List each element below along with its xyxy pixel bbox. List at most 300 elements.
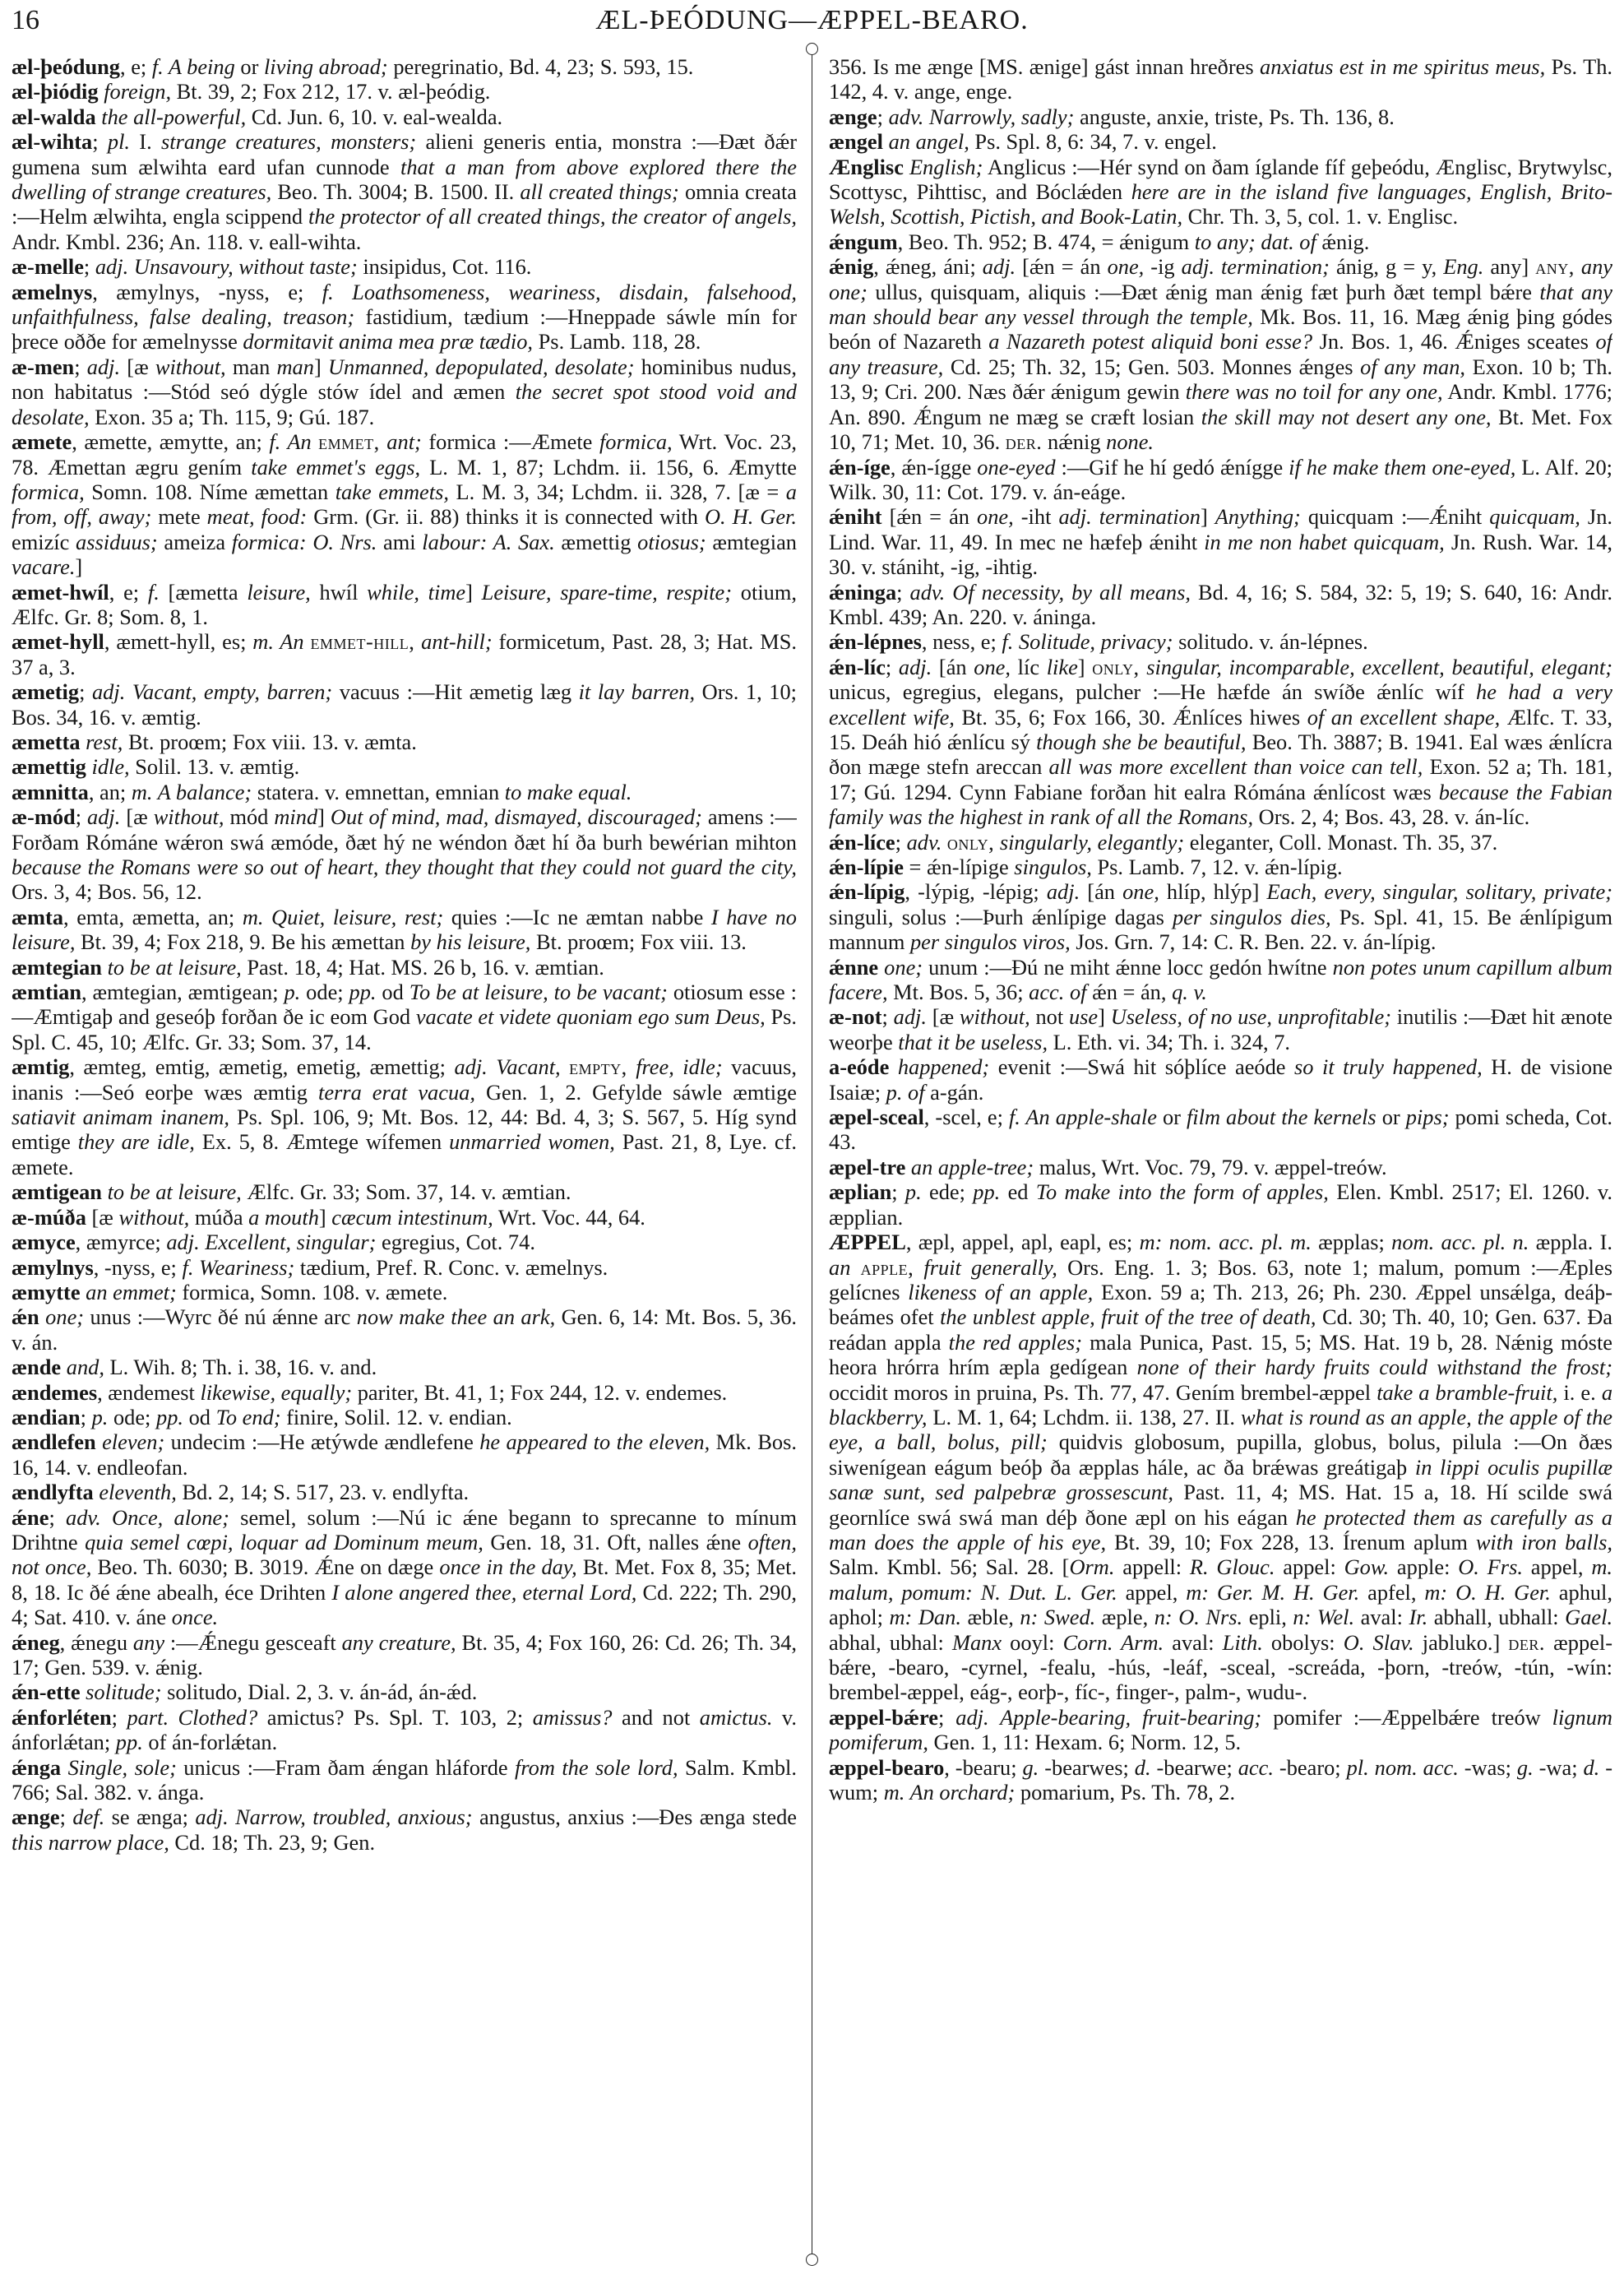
dictionary-entry	[12, 1505, 797, 1630]
italic-gloss: Manx	[951, 1629, 1002, 1655]
entry-text: ;	[75, 804, 88, 830]
headword: ǽn	[12, 1304, 39, 1330]
headword: Ænglisc	[829, 154, 904, 179]
headword: ǽninga	[829, 579, 897, 605]
entry-text: apple:	[1389, 1554, 1459, 1580]
italic-gloss: because the Fabian family was the highest in rank of all the Romans,	[829, 779, 1612, 830]
italic-gloss: living abroad;	[263, 54, 388, 79]
entry-text: Ex. 5, 8. Æmtege wífemen	[194, 1129, 450, 1155]
entry-text: Gen. 1, 11: Hexam. 6; Norm. 12, 5.	[928, 1730, 1242, 1755]
italic-gloss: adj. termination;	[1181, 254, 1330, 280]
italic-gloss: otiosus;	[637, 529, 706, 554]
dictionary-entry	[829, 455, 1612, 505]
entry-text: , Beo. Th. 952; B. 474, = ǽnigum	[897, 229, 1195, 254]
headword: ængel	[829, 129, 883, 155]
italic-gloss: O. Frs.	[1458, 1554, 1523, 1580]
entry-text: Bt. Met. Fox 8, 35; Met. 8, 18. Ic ðé ǽne abealh, éce Drihten	[12, 1554, 797, 1605]
dictionary-entry	[829, 155, 1612, 229]
entry-text: finire, Solil. 12. v. endian.	[280, 1404, 512, 1429]
italic-gloss: acc.	[1238, 1754, 1274, 1780]
italic-gloss: To make into the form of apples,	[1035, 1179, 1329, 1205]
dictionary-entry	[12, 980, 797, 1054]
italic-gloss: I alone angered thee, eternal Lord,	[331, 1579, 637, 1605]
dictionary-entry	[12, 580, 797, 630]
dictionary-entry	[12, 955, 797, 980]
entry-text: Cd. 222; Th. 290, 4; Sat. 410. v. áne	[12, 1579, 797, 1630]
italic-gloss: one;	[45, 1304, 85, 1330]
entry-text: , æmteg, emtig, æmetig, emetig, æmettig;	[69, 1054, 455, 1080]
dictionary-entry	[12, 1705, 797, 1755]
dictionary-entry	[829, 104, 1612, 129]
entry-text: Past. 11, 4; MS. Hat. 15 a, 18. Hí scilde swá geornlíce swá swá man déþ ðone æpl on his eágan	[829, 1480, 1612, 1530]
dictionary-entry	[12, 280, 797, 354]
italic-gloss: dormitavit anima mea præ tædio,	[243, 329, 534, 354]
dictionary-entry	[829, 254, 1612, 454]
entry-text	[1140, 655, 1147, 679]
headword: ændian	[12, 1404, 81, 1429]
italic-gloss: because the Romans were so out of heart, they thought that they could not guard the city,	[12, 855, 797, 879]
italic-gloss: Anything;	[1215, 504, 1301, 530]
entry-text: Ps. Spl. 8, 6: 34, 7. v. engel.	[969, 129, 1217, 155]
dictionary-entry	[12, 1429, 797, 1480]
italic-gloss: pl.	[107, 129, 131, 155]
entry-text: occidit moros in pruina, Ps. Th. 77, 47. Gením brembel-æppel	[829, 1379, 1377, 1405]
entry-text: Ps. Lamb. 118, 28.	[533, 329, 701, 354]
italic-gloss: Eng.	[1443, 254, 1484, 280]
dictionary-entry	[829, 229, 1612, 254]
entry-text: se ænga;	[104, 1804, 196, 1830]
entry-text: -bearo;	[1273, 1754, 1347, 1780]
entry-text: or	[1376, 1105, 1406, 1130]
italic-gloss: def.	[72, 1804, 105, 1830]
entry-text: ami	[377, 529, 423, 554]
dictionary-entry	[12, 679, 797, 730]
dictionary-entry	[12, 1054, 797, 1179]
italic-gloss: adv. Of necessity, by all means,	[909, 579, 1191, 605]
entry-text: ánig, g = y,	[1329, 254, 1444, 280]
headword: ændemes	[12, 1379, 98, 1405]
headword: ǽn-íge	[829, 454, 891, 479]
entry-text: Cd. 25; Th. 32, 15; Gen. 503. Monnes ǽnges	[943, 354, 1361, 379]
dictionary-entry	[829, 830, 1612, 855]
headword: æmylnys	[12, 1254, 94, 1280]
entry-text: Jn. Bos. 1, 46. Ǽniges sceates	[1312, 329, 1596, 354]
italic-gloss: m: O. H. Ger.	[1424, 1579, 1551, 1605]
dictionary-entry	[12, 804, 797, 905]
entry-text	[994, 830, 1000, 855]
entry-text: tædium, Pref. R. Conc. v. æmelnys.	[294, 1254, 608, 1280]
entry-text: ode;	[108, 1404, 156, 1429]
entry-text: Gen. 6, 14: Mt. Bos. 5, 36. v. án.	[12, 1304, 797, 1355]
italic-gloss: formica,	[12, 479, 85, 504]
entry-text: Somn. 108. Níme æmettan	[84, 479, 335, 504]
headword: æmetig	[12, 679, 80, 705]
italic-gloss: adj. Vacant,	[454, 1054, 561, 1080]
dictionary-entry	[12, 629, 797, 679]
entry-text: abhall, ubhall:	[1427, 1605, 1566, 1630]
entry-text: I.	[130, 129, 161, 155]
entry-text: i. e.	[1557, 1379, 1602, 1405]
entry-text: Jn. Rush. War. 14, 30. v. stániht, -ig, -ihtig.	[829, 529, 1612, 580]
entry-text: ;	[877, 104, 889, 129]
entry-text: insipidus, Cot. 116.	[357, 254, 532, 280]
italic-gloss: acc. of	[1029, 980, 1087, 1005]
italic-gloss: rest,	[86, 729, 123, 754]
entry-text: Chr. Th. 3, 5, col. 1. v. Englisc.	[1182, 204, 1459, 229]
entry-text: æple,	[1095, 1605, 1154, 1630]
entry-text: ;	[79, 679, 92, 705]
italic-gloss: adj. Excellent, singular;	[166, 1230, 377, 1255]
italic-gloss: English;	[909, 154, 983, 179]
italic-gloss: a from, off, away;	[12, 479, 797, 530]
italic-gloss: any one;	[829, 254, 1612, 304]
italic-gloss: g.	[1516, 1754, 1534, 1780]
italic-gloss: by his leisure,	[410, 929, 531, 955]
italic-gloss: none of their hardy fruits could withstand the frost;	[1136, 1355, 1612, 1380]
italic-gloss: mind	[274, 804, 318, 830]
italic-gloss: Each, every, singular, solitary, private;	[1266, 879, 1612, 905]
entry-text: formica :—Æmete	[421, 429, 599, 455]
italic-gloss: f. A being	[151, 54, 235, 79]
italic-gloss: a blackberry,	[829, 1379, 1612, 1429]
italic-gloss: f.	[147, 579, 160, 605]
italic-gloss: once in the day,	[439, 1554, 577, 1580]
entry-text: , -bearu;	[944, 1754, 1023, 1780]
italic-gloss: eleventh,	[99, 1480, 177, 1505]
entry-text: undecim :—He ætýwde ændlefene	[164, 1429, 480, 1455]
entry-text: [æ	[120, 354, 155, 379]
entry-text: Bt. proœm; Fox viii. 13. v. æmta.	[123, 729, 417, 754]
italic-gloss: one,	[977, 504, 1014, 530]
entry-text: Ælfc. Gr. 33; Som. 37, 14. v. æmtian.	[241, 1179, 571, 1205]
italic-gloss: eleven;	[102, 1429, 165, 1455]
small-caps-term: any,	[1535, 254, 1575, 280]
entry-text: quidvis globosum, pupilla, globus, bolus, pilula :—On ðæs siwenígean eágum beóþ ða æpplas hále, ac ða brǽwas greátigaþ	[829, 1429, 1612, 1480]
italic-gloss: unmarried women,	[449, 1129, 615, 1155]
italic-gloss: ant-hill;	[421, 629, 493, 655]
italic-gloss: m. A balance;	[131, 779, 252, 804]
entry-text: -ig	[1144, 254, 1182, 280]
italic-gloss: all was more excellent than voice can tell,	[1048, 754, 1423, 780]
italic-gloss: adj. termination	[1058, 504, 1201, 530]
italic-gloss: g.	[1022, 1754, 1039, 1780]
italic-gloss: d.	[1583, 1754, 1600, 1780]
italic-gloss: free, idle;	[636, 1054, 723, 1080]
entry-text: obolys:	[1262, 1629, 1344, 1655]
headword: æ-múða	[12, 1204, 86, 1230]
entry-text: quicquam :—Ǽniht	[1300, 504, 1490, 530]
headword: æmet-hyll	[12, 629, 104, 655]
entry-text: , æmtegian, æmtigean;	[81, 980, 285, 1005]
entry-text: Ælfc. T. 33, 15. Deáh hió ǽnlícu sý	[829, 704, 1612, 754]
italic-gloss: amissus?	[532, 1704, 613, 1730]
italic-gloss: pips;	[1405, 1105, 1450, 1130]
dictionary-entry	[12, 54, 797, 79]
headword: a-eóde	[829, 1054, 890, 1080]
entry-text: Bt. 39, 10; Fox 228, 13. Írenum aplum	[1106, 1529, 1476, 1554]
dictionary-entry	[12, 754, 797, 779]
entry-text: ;	[891, 1179, 905, 1205]
italic-gloss: that any man should bear any vessel through the temple,	[829, 279, 1612, 330]
entry-text: , ændemest	[97, 1379, 201, 1405]
headword: ænge	[829, 104, 877, 129]
entry-text: ed	[1000, 1179, 1036, 1205]
small-caps-term: emmet,	[318, 429, 380, 455]
entry-text: ;	[92, 129, 108, 155]
headword: ænde	[12, 1355, 62, 1380]
italic-gloss: f. An	[269, 429, 312, 455]
entry-text: [æ	[120, 804, 154, 830]
italic-gloss: adj.	[86, 354, 121, 379]
entry-text: formica, Somn. 108. v. æmete.	[176, 1279, 448, 1304]
entry-text: , -lýpig, -lépig;	[905, 879, 1047, 905]
entry-text: ]	[317, 804, 331, 830]
italic-gloss: here are in the island five languages, English, Brito-Welsh, Scottish, Pictish, and Book-Latin,	[829, 179, 1612, 229]
italic-gloss: pp.	[349, 980, 377, 1005]
entry-text: , æmyrce;	[75, 1230, 167, 1255]
entry-text: ;	[74, 354, 87, 379]
dictionary-entry	[12, 1380, 797, 1405]
entry-text: ]	[465, 579, 482, 605]
dictionary-entry	[829, 504, 1612, 579]
italic-gloss: m. An	[252, 629, 304, 655]
entry-text: Beo. Th. 3887; B. 1941. Eal wæs ǽnlícra ðon mæge stefn areccan	[829, 729, 1612, 780]
italic-gloss: vacate et videte quoniam ego sum Deus,	[415, 1004, 766, 1030]
entry-text: 356. Is me ænge [MS. ænige] gást innan hreðres	[829, 54, 1261, 79]
italic-gloss: f. Weariness;	[182, 1254, 295, 1280]
italic-gloss: often, not once,	[12, 1529, 797, 1580]
entry-text: Mk. Bos. 11, 16. Mæg ǽnig þing gódes beón of Nazareth	[829, 304, 1612, 354]
entry-text: [ǽn = án	[1016, 254, 1108, 280]
entry-text: fastidium, tædium :—Hneppade sáwle mín for þrece oððe for æmelnysse	[12, 304, 797, 354]
entry-text: solitudo, Dial. 2, 3. v. án-ád, án-ǽd.	[161, 1679, 478, 1705]
left-column	[12, 54, 797, 2263]
italic-gloss: adj. Narrow, troubled, anxious;	[195, 1804, 473, 1830]
entry-text: ;	[896, 579, 910, 605]
entry-text	[905, 1155, 911, 1179]
italic-gloss: q. v.	[1172, 980, 1207, 1005]
entry-text: Bt. proœm; Fox viii. 13.	[530, 929, 747, 955]
italic-gloss: p.	[905, 1179, 922, 1205]
italic-gloss: fruit generally,	[923, 1254, 1057, 1280]
entry-text: aval:	[1354, 1605, 1409, 1630]
italic-gloss: a Nazareth potest aliquid boni esse?	[988, 329, 1313, 354]
headword: ǽn-lípig	[829, 879, 905, 905]
entry-text: ;	[83, 254, 95, 280]
entry-text: mala Punica, Past. 15, 5; MS. Hat. 19 b, 28. Nǽnig móste heora hrórra hrím æpla gedígean	[829, 1329, 1612, 1380]
entry-text: , e;	[120, 54, 152, 79]
headword: ǽn-líc	[829, 654, 886, 679]
italic-gloss: per singulos viros,	[909, 929, 1071, 955]
dictionary-entry	[829, 1179, 1612, 1230]
italic-gloss: pp.	[115, 1730, 143, 1755]
entry-text: Salm. Kmbl. 766; Sal. 382. v. ánga.	[12, 1754, 797, 1805]
italic-gloss: that it be useless,	[898, 1029, 1048, 1054]
dictionary-entry	[12, 1205, 797, 1230]
italic-gloss: adj. Unsavoury, without taste;	[95, 254, 358, 280]
entry-text: Ors. 2, 4; Bos. 43, 28. v. án-líc.	[1253, 804, 1530, 830]
italic-gloss: so it truly happened,	[1294, 1054, 1483, 1080]
entry-text: mete	[151, 504, 207, 530]
headword: ǽnga	[12, 1754, 62, 1780]
entry-text: unum :—Ðú ne miht ǽnne locc gedón hwítne	[923, 954, 1333, 980]
headword: æmta	[12, 904, 64, 929]
entry-text: epli,	[1242, 1605, 1293, 1630]
dictionary-entry	[12, 129, 797, 254]
italic-gloss: Orm.	[1069, 1554, 1115, 1580]
entry-text: aval:	[1164, 1629, 1223, 1655]
entry-text	[312, 429, 319, 454]
italic-gloss: terra erat vacua,	[317, 1079, 475, 1105]
italic-gloss: the unblest apple, fruit of the tree of death,	[940, 1304, 1316, 1330]
italic-gloss: adj.	[87, 804, 121, 830]
italic-gloss: the all-powerful,	[101, 104, 247, 129]
italic-gloss: p.	[284, 980, 301, 1005]
italic-gloss: of any treasure,	[829, 329, 1612, 379]
entry-text: , ǽneg, áni;	[873, 254, 983, 280]
headword: æmtig	[12, 1054, 70, 1080]
dictionary-entry	[12, 1255, 797, 1280]
headword: æmete	[12, 429, 72, 455]
italic-gloss: cæcum intestinum,	[331, 1204, 493, 1230]
entry-text: evenit :—Swá hit sóþlíce aeóde	[989, 1054, 1295, 1080]
entry-text: Beo. Th. 3004; B. 1500. II.	[271, 179, 521, 205]
entry-text	[883, 129, 889, 154]
headword: æpel-sceal	[829, 1105, 924, 1130]
dictionary-entry	[12, 1405, 797, 1429]
entry-text: ǽnig.	[1316, 229, 1370, 254]
entry-text: and not	[612, 1704, 700, 1730]
headword: æ-not	[829, 1004, 882, 1030]
italic-gloss: the protector of all created things, the creator of angels,	[308, 204, 797, 229]
entry-text: emizíc	[12, 529, 76, 554]
entry-text: -was;	[1458, 1754, 1517, 1780]
entry-text: unus :—Wyrc ðé nú ǽnne arc	[84, 1304, 357, 1330]
italic-gloss: Out of mind, mad, dismayed, discouraged;	[330, 804, 702, 830]
entry-text	[904, 155, 909, 179]
entry-text: Ps. Lamb. 7, 12. v. ǽn-lípig.	[1091, 855, 1343, 879]
small-caps-term: der.	[1508, 1629, 1546, 1655]
entry-text: [án	[1080, 879, 1123, 905]
italic-gloss: Corn. Arm.	[1062, 1629, 1164, 1655]
italic-gloss: Unmanned, depopulated, desolate;	[327, 354, 635, 379]
italic-gloss: f. Loathsomeness, weariness, disdain, falsehood, unfaithfulness, false dealing, treason;	[12, 279, 797, 330]
headword: æmelnys	[12, 279, 93, 304]
entry-text: Past. 18, 4; Hat. MS. 26 b, 16. v. æmtian.	[241, 954, 604, 980]
entry-text: , emta, æmetta, an;	[63, 904, 243, 929]
dictionary-entry	[12, 1355, 797, 1379]
dictionary-entry	[829, 655, 1612, 830]
entry-text: [ǽn = án	[881, 504, 978, 530]
italic-gloss: none.	[1106, 429, 1154, 455]
dictionary-entry	[829, 879, 1612, 954]
entry-text: æmtegian	[706, 529, 797, 554]
entry-text: Salm. Kmbl. 56; Sal. 28. [	[829, 1554, 1070, 1580]
small-caps-term: only,	[1092, 654, 1140, 679]
entry-text: = ǽn-lípige	[903, 855, 1015, 879]
italic-gloss: while, time	[367, 579, 466, 605]
italic-gloss: p. of	[886, 1079, 925, 1105]
italic-gloss: amictus.	[699, 1704, 773, 1730]
italic-gloss: Gow.	[1344, 1554, 1390, 1580]
italic-gloss: adv. Narrowly, sadly;	[888, 104, 1075, 129]
entry-text: ;	[937, 1704, 956, 1730]
italic-gloss: if he make them one-eyed,	[1289, 454, 1516, 479]
italic-gloss: assiduus;	[76, 529, 158, 554]
entry-text: otium, Ælfc. Gr. 8; Som. 8, 1.	[12, 579, 797, 629]
headword: æmnitta	[12, 779, 89, 804]
italic-gloss: an emmet;	[86, 1279, 177, 1304]
entry-text: L. M. 1, 64; Lchdm. ii. 138, 27. II.	[927, 1404, 1241, 1429]
entry-text: quies :—Ic ne æmtan nabbe	[443, 904, 711, 929]
entry-text: vacuus, inanis :—Seó eorþe wæs æmtig	[12, 1054, 797, 1105]
entry-text: of án-forlǽtan.	[142, 1730, 278, 1755]
entry-text: not	[1029, 1004, 1069, 1030]
entry-text: angustus, anxius :—Ðes ænga stede	[472, 1804, 797, 1830]
dictionary-entry	[829, 54, 1612, 104]
italic-gloss: now make thee an ark,	[356, 1304, 556, 1330]
italic-gloss: pl. nom. acc.	[1346, 1754, 1459, 1780]
italic-gloss: there was no toil for any one,	[1185, 379, 1443, 405]
entry-text: ameiza	[157, 529, 232, 554]
entry-text: L. M. 1, 87; Lchdm. ii. 156, 6. Æmytte	[420, 454, 797, 479]
headword: ǽn-ette	[12, 1679, 81, 1705]
entry-text: ]	[1098, 1004, 1111, 1030]
dictionary-entry	[829, 129, 1612, 154]
italic-gloss: n: O. Nrs.	[1154, 1605, 1243, 1630]
entry-text: singuli, solus :—Þurh ǽnlípige dagas	[829, 904, 1173, 929]
italic-gloss: Useless, of no use, unprofitable;	[1110, 1004, 1391, 1030]
entry-text: :—Gif he hí gedó ǽnígge	[1055, 454, 1289, 479]
entry-text	[627, 1054, 636, 1079]
italic-gloss: adj.	[1046, 879, 1080, 905]
entry-text	[561, 1054, 569, 1079]
italic-gloss: in lippi oculis pupillæ sanæ sunt, sed palpebræ grossescunt,	[829, 1454, 1612, 1505]
italic-gloss: p.	[91, 1404, 109, 1429]
headword: æmetta	[12, 729, 81, 754]
entry-text: appel:	[1275, 1554, 1344, 1580]
entry-text: , æpl, appel, apl, eapl, es;	[905, 1230, 1140, 1255]
headword: ǽnforléten	[12, 1704, 112, 1730]
italic-gloss: this narrow place,	[12, 1829, 169, 1855]
entry-text: , an;	[88, 779, 132, 804]
italic-gloss: singular, incomparable, excellent, beautiful, elegant;	[1146, 654, 1612, 679]
italic-gloss: n: Wel.	[1293, 1605, 1355, 1630]
headword: ǽneg	[12, 1629, 60, 1655]
entry-text: malus, Wrt. Voc. 79, 79. v. æppel-treów.	[1034, 1154, 1387, 1179]
dictionary-entry	[829, 1105, 1612, 1155]
italic-gloss: of an excellent shape,	[1307, 704, 1501, 730]
entry-text: [æ	[86, 1204, 119, 1230]
italic-gloss: Gael.	[1565, 1605, 1612, 1630]
entry-text	[61, 1355, 67, 1379]
entry-text: ;	[111, 1704, 127, 1730]
entry-text: Bt. 35, 6; Fox 166, 30. Ǽnlíces hiwes	[954, 704, 1307, 730]
entry-text: hlíp, hlýp]	[1159, 879, 1267, 905]
italic-gloss: lignum pomiferum,	[829, 1704, 1612, 1755]
headword: ÆPPEL	[829, 1230, 906, 1255]
italic-gloss: any creature,	[341, 1629, 456, 1655]
dictionary-entry	[829, 955, 1612, 1005]
entry-text: ;	[895, 829, 907, 855]
italic-gloss: Single, sole;	[67, 1754, 177, 1780]
entry-text: anguste, anxie, triste, Ps. Th. 136, 8.	[1074, 104, 1395, 129]
italic-gloss: once.	[171, 1605, 219, 1630]
entry-text: ede;	[921, 1179, 974, 1205]
entry-text: solitudo. v. án-lépnes.	[1173, 629, 1368, 655]
page-number: 16	[12, 5, 39, 35]
entry-text: pomi scheda, Cot. 43.	[829, 1105, 1612, 1155]
